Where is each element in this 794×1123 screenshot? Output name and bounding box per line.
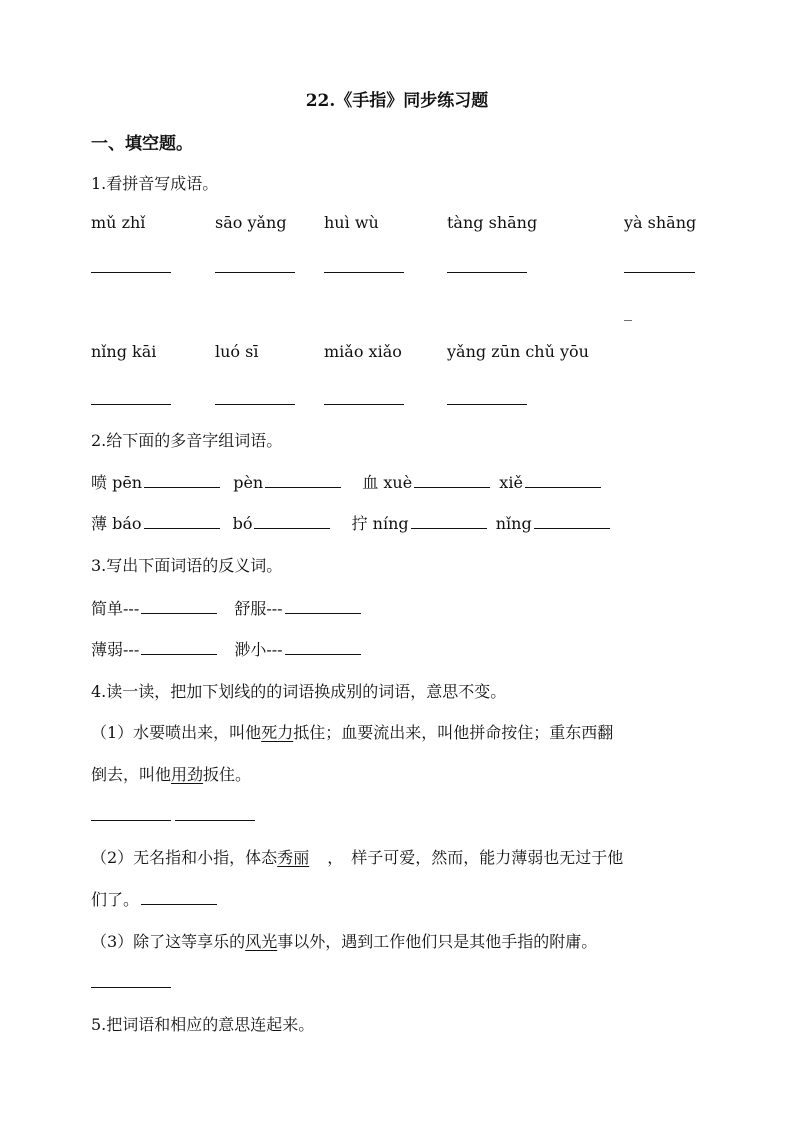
- antonym-word: 舒服---: [234, 599, 283, 618]
- answer-blank[interactable]: [141, 904, 217, 905]
- answer-blank[interactable]: [254, 528, 330, 529]
- answer-blank[interactable]: [141, 654, 217, 655]
- polyphone-item: pèn: [233, 473, 264, 492]
- question-1-prompt: 1.看拼音写成语。: [91, 174, 219, 193]
- answer-blank[interactable]: [91, 820, 171, 821]
- answer-blank[interactable]: [414, 487, 490, 488]
- answer-blank[interactable]: [285, 613, 361, 614]
- answer-blank[interactable]: [175, 820, 255, 821]
- sentence-text: 们了。: [91, 890, 140, 909]
- pinyin-ningkai: nǐng kāi: [91, 342, 157, 361]
- sentence-2-line-1: [91, 845, 623, 868]
- wrapped-underscore: _: [624, 302, 632, 321]
- antonym-line-1: [91, 596, 363, 619]
- answer-blank[interactable]: [285, 654, 361, 655]
- sentence-text: ， 样子可爱，然而，能力薄弱也无过于他: [327, 848, 624, 867]
- answer-blank[interactable]: [324, 404, 404, 405]
- polyphone-line-1: [91, 470, 603, 493]
- antonym-word: 渺小---: [234, 640, 283, 659]
- pinyin-yangzunchuyou: yǎng zūn chǔ yōu: [447, 342, 589, 361]
- sentence-text: （1）水要喷出来，叫他: [91, 723, 262, 742]
- polyphone-item: 血 xuè: [362, 473, 413, 492]
- sentence-text: （2）无名指和小指，体态: [91, 848, 278, 867]
- polyphone-item: xiě: [499, 473, 523, 492]
- sentence-2-line-2: [91, 887, 219, 910]
- polyphone-item: 薄 báo: [91, 514, 142, 533]
- sentence-1-line-2: [91, 762, 251, 785]
- antonym-line-2: [91, 637, 363, 660]
- answer-blank[interactable]: [624, 272, 695, 273]
- sentence-3-line-1: [91, 929, 597, 952]
- underlined-word: 死力: [261, 723, 294, 742]
- answer-blank[interactable]: [144, 487, 220, 488]
- worksheet-title: 22.《手指》同步练习题: [305, 91, 489, 111]
- question-5-prompt: 5.把词语和相应的意思连起来。: [91, 1015, 315, 1034]
- sentence-text: 倒去，叫他: [91, 765, 172, 784]
- polyphone-item: nǐng: [495, 514, 532, 533]
- answer-blank[interactable]: [215, 272, 295, 273]
- antonym-word: 薄弱---: [91, 640, 140, 659]
- answer-blank[interactable]: [534, 528, 610, 529]
- pinyin-miaoxiao: miǎo xiǎo: [324, 342, 402, 361]
- answer-blank[interactable]: [91, 987, 171, 988]
- underlined-word: 风光: [245, 932, 278, 951]
- section-heading: 一、填空题。: [91, 134, 193, 154]
- pinyin-yashang: yà shāng: [624, 213, 697, 232]
- pinyin-huiwu: huì wù: [324, 213, 379, 232]
- polyphone-item: bó: [232, 514, 253, 533]
- underlined-word: 秀丽: [277, 848, 310, 867]
- sentence-1-line-1: [91, 720, 613, 743]
- answer-blank[interactable]: [324, 272, 404, 273]
- answer-blank[interactable]: [144, 528, 220, 529]
- answer-blank[interactable]: [265, 487, 341, 488]
- pinyin-muzhi: mǔ zhǐ: [91, 213, 146, 232]
- sentence-text: （3）除了这等享乐的: [91, 932, 246, 951]
- sentence-text: 扳住。: [203, 765, 252, 784]
- pinyin-tangshang: tàng shāng: [447, 213, 538, 232]
- answer-blank[interactable]: [411, 528, 487, 529]
- polyphone-item: 喷 pēn: [91, 473, 143, 492]
- answer-blank[interactable]: [447, 404, 527, 405]
- answer-blank[interactable]: [91, 272, 171, 273]
- underlined-word: 用劲: [171, 765, 204, 784]
- answer-blank[interactable]: [525, 487, 601, 488]
- polyphone-line-2: [91, 511, 612, 534]
- pinyin-luosi: luó sī: [215, 342, 259, 361]
- pinyin-saoyang: sāo yǎng: [215, 213, 287, 232]
- question-4-prompt: 4.读一读，把加下划线的的词语换成别的词语，意思不变。: [91, 682, 507, 701]
- answer-blank[interactable]: [91, 404, 171, 405]
- answer-blank[interactable]: [141, 613, 217, 614]
- question-2-prompt: 2.给下面的多音字组词语。: [91, 431, 283, 450]
- answer-blank[interactable]: [447, 272, 527, 273]
- sentence-text: 抵住；血要流出来，叫他拼命按住；重东西翻: [293, 723, 614, 742]
- sentence-text: 事以外，遇到工作他们只是其他手指的附庸。: [277, 932, 598, 951]
- polyphone-item: 拧 níng: [351, 514, 409, 533]
- question-3-prompt: 3.写出下面词语的反义词。: [91, 556, 283, 575]
- answer-blank[interactable]: [215, 404, 295, 405]
- antonym-word: 简单---: [91, 599, 140, 618]
